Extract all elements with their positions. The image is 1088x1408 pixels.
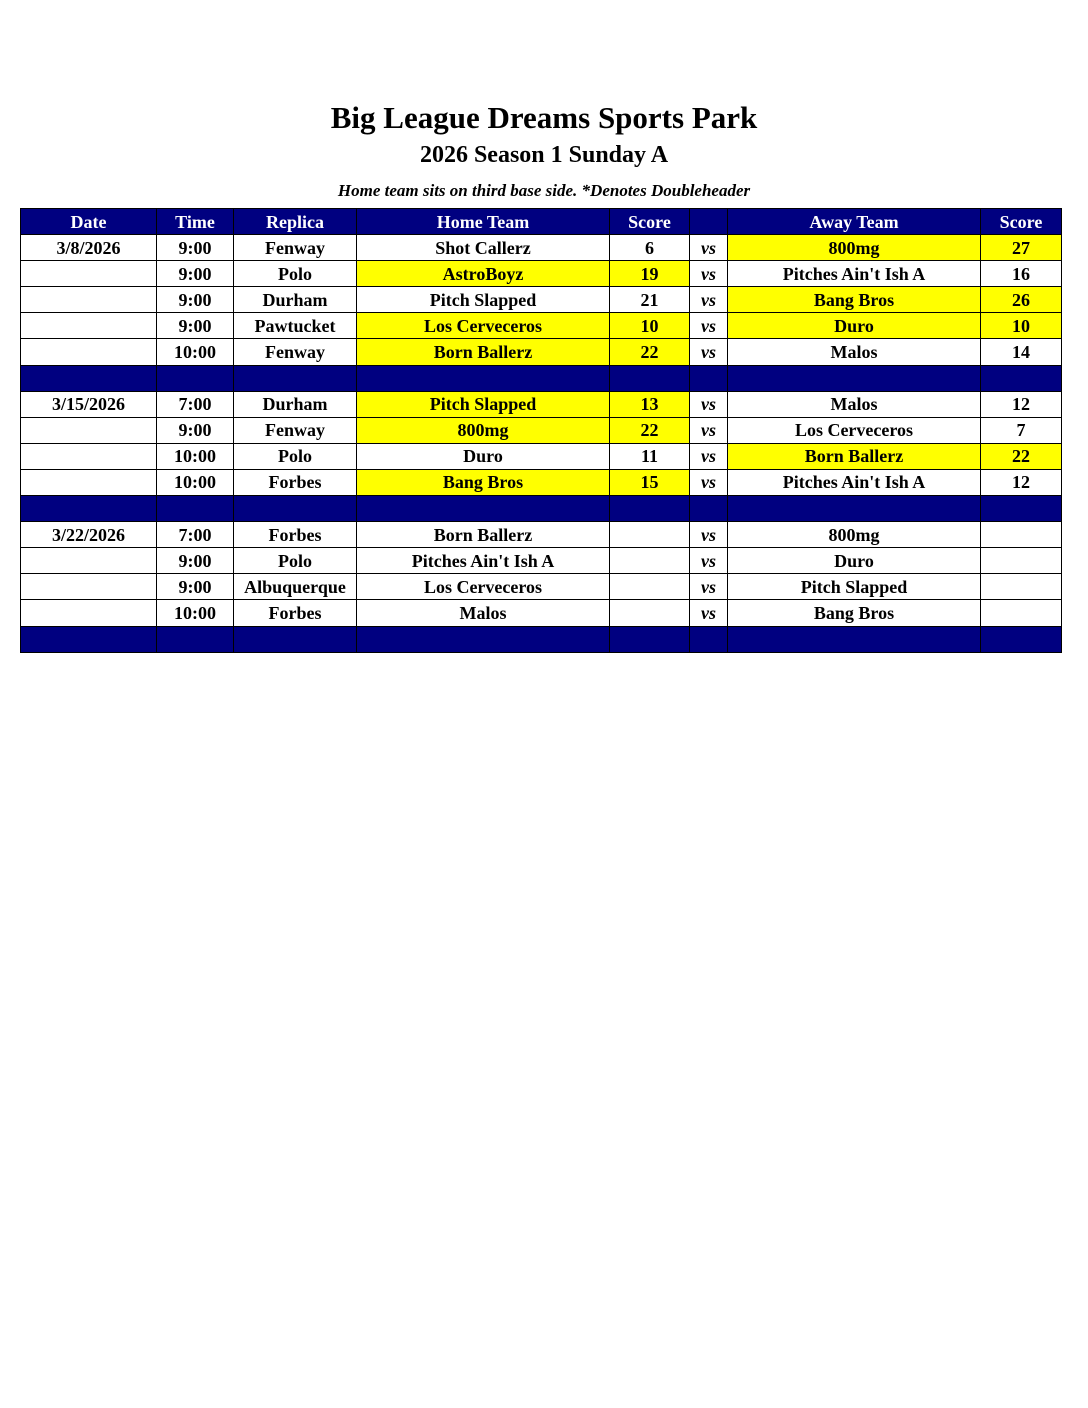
time-cell: 9:00 bbox=[157, 574, 234, 600]
separator-cell bbox=[981, 626, 1062, 652]
table-row bbox=[21, 287, 1062, 313]
home-score-cell: 22 bbox=[610, 417, 690, 443]
table-row bbox=[21, 548, 1062, 574]
date-cell bbox=[21, 443, 157, 469]
schedule-note: Home team sits on third base side. *Denotes Doubleheader bbox=[337, 181, 751, 200]
home-team-cell: Born Ballerz bbox=[357, 522, 610, 548]
replica-cell: Polo bbox=[234, 443, 357, 469]
away-team-cell: Pitches Ain't Ish A bbox=[728, 261, 981, 287]
separator-cell bbox=[21, 496, 157, 522]
page-subtitle: 2026 Season 1 Sunday A bbox=[419, 142, 669, 168]
col-header-away-team: Away Team bbox=[728, 209, 981, 235]
time-cell: 9:00 bbox=[157, 235, 234, 261]
date-cell bbox=[21, 548, 157, 574]
date-cell: 3/22/2026 bbox=[21, 522, 157, 548]
home-team-cell: Born Ballerz bbox=[357, 339, 610, 365]
home-team-cell: AstroBoyz bbox=[357, 261, 610, 287]
separator-cell bbox=[610, 365, 690, 391]
table-row bbox=[21, 261, 1062, 287]
home-score-cell: 13 bbox=[610, 391, 690, 417]
home-score-cell: 11 bbox=[610, 443, 690, 469]
separator-cell bbox=[728, 365, 981, 391]
table-row bbox=[21, 313, 1062, 339]
away-score-cell bbox=[981, 600, 1062, 626]
vs-cell: vs bbox=[690, 287, 728, 313]
replica-cell: Forbes bbox=[234, 522, 357, 548]
separator-cell bbox=[690, 626, 728, 652]
vs-cell: vs bbox=[690, 522, 728, 548]
separator-cell bbox=[728, 496, 981, 522]
separator-cell bbox=[157, 626, 234, 652]
away-score-cell: 27 bbox=[981, 235, 1062, 261]
replica-cell: Fenway bbox=[234, 417, 357, 443]
date-cell bbox=[21, 600, 157, 626]
home-score-cell: 15 bbox=[610, 469, 690, 495]
replica-cell: Pawtucket bbox=[234, 313, 357, 339]
away-score-cell: 14 bbox=[981, 339, 1062, 365]
home-score-cell: 10 bbox=[610, 313, 690, 339]
vs-cell: vs bbox=[690, 600, 728, 626]
vs-cell: vs bbox=[690, 548, 728, 574]
away-team-cell: Los Cerveceros bbox=[728, 417, 981, 443]
date-cell bbox=[21, 417, 157, 443]
separator-cell bbox=[981, 496, 1062, 522]
home-score-cell: 19 bbox=[610, 261, 690, 287]
date-cell: 3/8/2026 bbox=[21, 235, 157, 261]
separator-cell bbox=[728, 626, 981, 652]
vs-cell: vs bbox=[690, 339, 728, 365]
replica-cell: Polo bbox=[234, 548, 357, 574]
col-header-home-score: Score bbox=[610, 209, 690, 235]
table-row bbox=[21, 469, 1062, 495]
separator-cell bbox=[610, 626, 690, 652]
away-score-cell: 12 bbox=[981, 469, 1062, 495]
away-team-cell: Duro bbox=[728, 548, 981, 574]
away-score-cell: 26 bbox=[981, 287, 1062, 313]
away-team-cell: 800mg bbox=[728, 522, 981, 548]
away-team-cell: Bang Bros bbox=[728, 600, 981, 626]
page-title: Big League Dreams Sports Park bbox=[330, 100, 758, 135]
date-cell bbox=[21, 261, 157, 287]
date-cell: 3/15/2026 bbox=[21, 391, 157, 417]
time-cell: 10:00 bbox=[157, 600, 234, 626]
replica-cell: Durham bbox=[234, 287, 357, 313]
away-score-cell bbox=[981, 574, 1062, 600]
schedule-table bbox=[20, 208, 1062, 653]
table-row bbox=[21, 522, 1062, 548]
away-score-cell: 10 bbox=[981, 313, 1062, 339]
date-cell bbox=[21, 469, 157, 495]
separator-cell bbox=[357, 626, 610, 652]
table-row bbox=[21, 235, 1062, 261]
separator-cell bbox=[157, 496, 234, 522]
home-team-cell: Pitch Slapped bbox=[357, 391, 610, 417]
col-header-replica: Replica bbox=[234, 209, 357, 235]
separator-cell bbox=[981, 365, 1062, 391]
separator-cell bbox=[21, 626, 157, 652]
home-team-cell: 800mg bbox=[357, 417, 610, 443]
separator-row bbox=[21, 365, 1062, 391]
separator-cell bbox=[234, 626, 357, 652]
away-score-cell: 16 bbox=[981, 261, 1062, 287]
away-team-cell: Born Ballerz bbox=[728, 443, 981, 469]
home-team-cell: Los Cerveceros bbox=[357, 313, 610, 339]
home-team-cell: Pitch Slapped bbox=[357, 287, 610, 313]
date-cell bbox=[21, 287, 157, 313]
vs-cell: vs bbox=[690, 469, 728, 495]
vs-cell: vs bbox=[690, 261, 728, 287]
col-header-date: Date bbox=[21, 209, 157, 235]
col-header-away-score: Score bbox=[981, 209, 1062, 235]
table-row bbox=[21, 600, 1062, 626]
vs-cell: vs bbox=[690, 313, 728, 339]
time-cell: 10:00 bbox=[157, 443, 234, 469]
vs-cell: vs bbox=[690, 574, 728, 600]
date-cell bbox=[21, 313, 157, 339]
separator-cell bbox=[690, 365, 728, 391]
home-score-cell: 22 bbox=[610, 339, 690, 365]
away-score-cell: 22 bbox=[981, 443, 1062, 469]
home-score-cell bbox=[610, 600, 690, 626]
separator-cell bbox=[157, 365, 234, 391]
time-cell: 9:00 bbox=[157, 548, 234, 574]
table-row bbox=[21, 391, 1062, 417]
home-score-cell bbox=[610, 574, 690, 600]
away-score-cell: 7 bbox=[981, 417, 1062, 443]
time-cell: 10:00 bbox=[157, 339, 234, 365]
replica-cell: Fenway bbox=[234, 339, 357, 365]
time-cell: 7:00 bbox=[157, 391, 234, 417]
vs-cell: vs bbox=[690, 417, 728, 443]
replica-cell: Albuquerque bbox=[234, 574, 357, 600]
away-score-cell: 12 bbox=[981, 391, 1062, 417]
home-team-cell: Duro bbox=[357, 443, 610, 469]
home-team-cell: Malos bbox=[357, 600, 610, 626]
col-header-vs bbox=[690, 209, 728, 235]
date-cell bbox=[21, 574, 157, 600]
home-score-cell: 21 bbox=[610, 287, 690, 313]
away-score-cell bbox=[981, 548, 1062, 574]
vs-cell: vs bbox=[690, 443, 728, 469]
replica-cell: Durham bbox=[234, 391, 357, 417]
time-cell: 9:00 bbox=[157, 417, 234, 443]
separator-cell bbox=[21, 365, 157, 391]
separator-cell bbox=[357, 365, 610, 391]
replica-cell: Forbes bbox=[234, 600, 357, 626]
col-header-home-team: Home Team bbox=[357, 209, 610, 235]
replica-cell: Forbes bbox=[234, 469, 357, 495]
away-team-cell: 800mg bbox=[728, 235, 981, 261]
separator-cell bbox=[690, 496, 728, 522]
away-team-cell: Malos bbox=[728, 339, 981, 365]
time-cell: 7:00 bbox=[157, 522, 234, 548]
table-row bbox=[21, 417, 1062, 443]
header-row bbox=[21, 209, 1062, 235]
vs-cell: vs bbox=[690, 391, 728, 417]
time-cell: 10:00 bbox=[157, 469, 234, 495]
table-row bbox=[21, 574, 1062, 600]
schedule-body bbox=[21, 235, 1062, 653]
home-score-cell bbox=[610, 548, 690, 574]
replica-cell: Fenway bbox=[234, 235, 357, 261]
home-score-cell bbox=[610, 522, 690, 548]
separator-cell bbox=[610, 496, 690, 522]
away-team-cell: Duro bbox=[728, 313, 981, 339]
home-team-cell: Pitches Ain't Ish A bbox=[357, 548, 610, 574]
home-team-cell: Shot Callerz bbox=[357, 235, 610, 261]
separator-cell bbox=[234, 365, 357, 391]
away-team-cell: Malos bbox=[728, 391, 981, 417]
away-score-cell bbox=[981, 522, 1062, 548]
col-header-time: Time bbox=[157, 209, 234, 235]
replica-cell: Polo bbox=[234, 261, 357, 287]
separator-row bbox=[21, 626, 1062, 652]
time-cell: 9:00 bbox=[157, 313, 234, 339]
date-cell bbox=[21, 339, 157, 365]
table-row bbox=[21, 339, 1062, 365]
separator-cell bbox=[234, 496, 357, 522]
home-score-cell: 6 bbox=[610, 235, 690, 261]
away-team-cell: Bang Bros bbox=[728, 287, 981, 313]
away-team-cell: Pitch Slapped bbox=[728, 574, 981, 600]
separator-row bbox=[21, 496, 1062, 522]
vs-cell: vs bbox=[690, 235, 728, 261]
time-cell: 9:00 bbox=[157, 287, 234, 313]
away-team-cell: Pitches Ain't Ish A bbox=[728, 469, 981, 495]
table-row bbox=[21, 443, 1062, 469]
home-team-cell: Los Cerveceros bbox=[357, 574, 610, 600]
separator-cell bbox=[357, 496, 610, 522]
time-cell: 9:00 bbox=[157, 261, 234, 287]
home-team-cell: Bang Bros bbox=[357, 469, 610, 495]
